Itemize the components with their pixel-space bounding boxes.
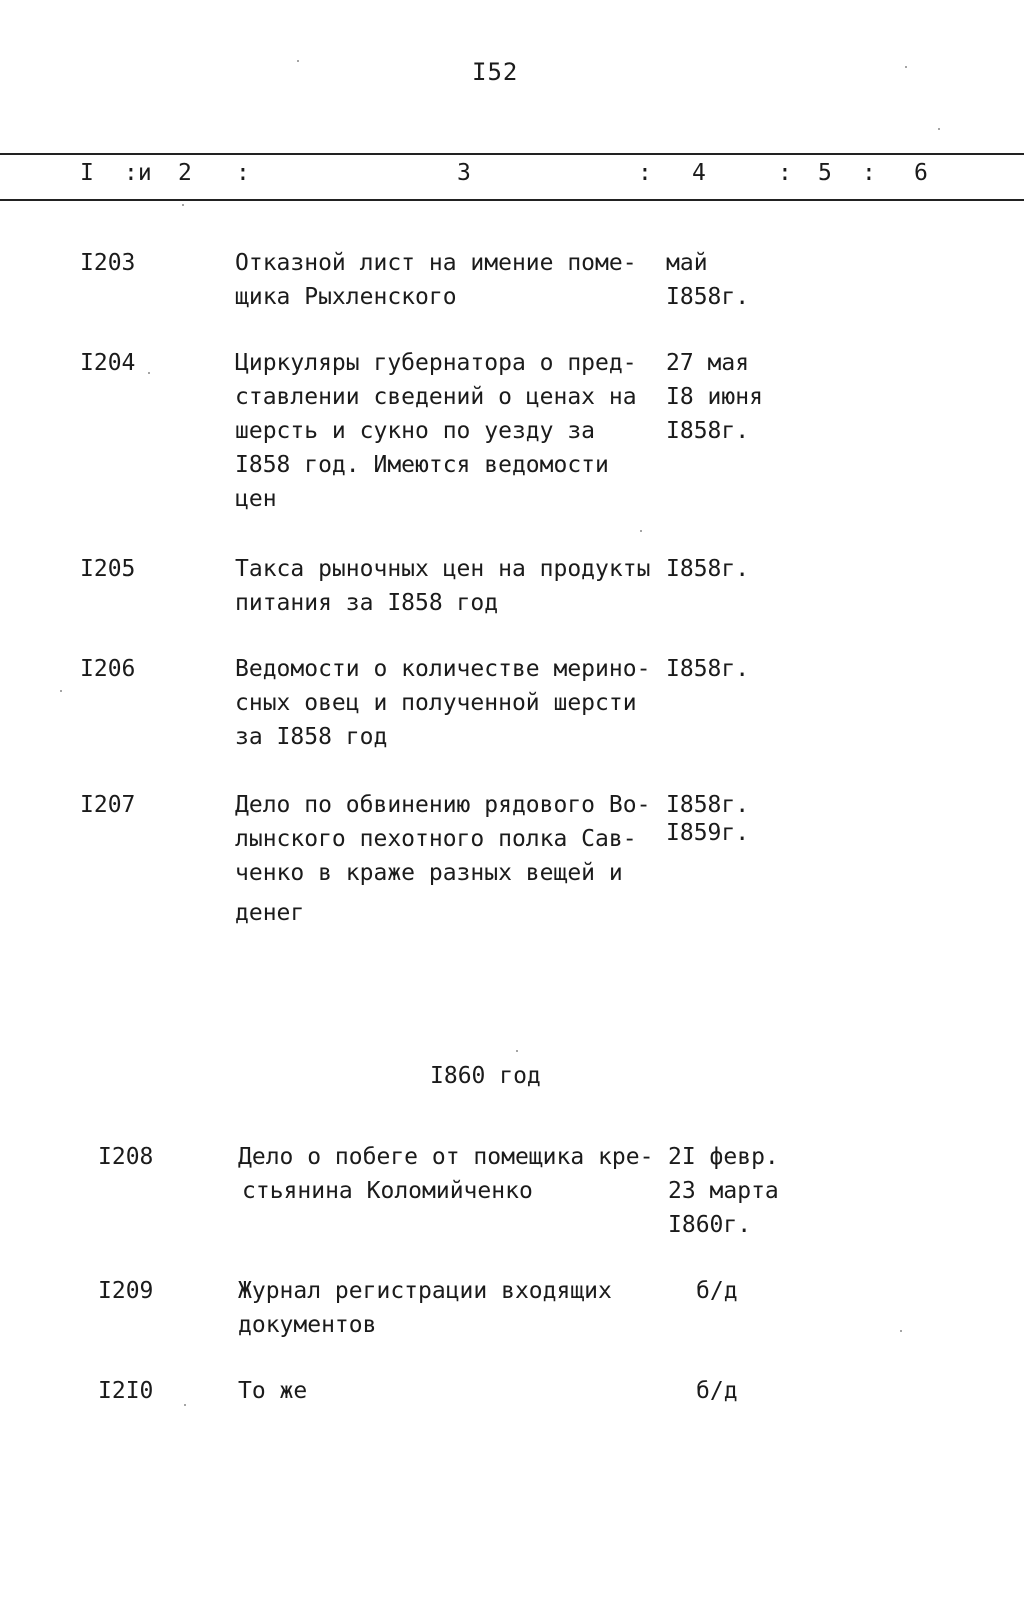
entry-title-line: Дело о побеге от помещика кре-	[238, 1144, 654, 1170]
entry-title-line: стьянина Коломийченко	[242, 1178, 533, 1204]
column-header-5: 5	[818, 160, 832, 186]
entry-title-line: Циркуляры губернатора о пред-	[235, 350, 637, 376]
entry-title-line: денег	[235, 900, 305, 926]
entry-date-line: I860г.	[668, 1212, 752, 1238]
column-separator-4: :	[778, 160, 792, 186]
entry-title-line: сных овец и полученной шерсти	[235, 690, 637, 716]
entry-date-line: б/д	[696, 1378, 738, 1404]
entry-date-line: май	[666, 250, 708, 276]
entry-date-line: I858г.	[666, 418, 750, 444]
entry-title	[235, 346, 660, 516]
entry-number: I208	[98, 1144, 154, 1170]
scan-speck	[182, 204, 184, 206]
header-rule-top	[0, 153, 1024, 155]
scan-speck	[297, 60, 299, 62]
entry-title-line: Такса рыночных цен на продукты	[235, 556, 651, 582]
entry-title	[238, 1374, 663, 1408]
entry-date-line: I8 июня	[666, 384, 763, 410]
entry-title-line: шерсть и сукно по уезду за	[235, 418, 596, 444]
scan-speck	[184, 1404, 186, 1406]
scan-speck	[900, 1330, 902, 1332]
section-heading-year: I860 год	[430, 1063, 541, 1089]
column-header-3: 3	[457, 160, 471, 186]
entry-date-line: I858г.	[666, 792, 750, 818]
entry-title-line: Отказной лист на имение поме-	[235, 250, 637, 276]
page-number: I52	[472, 58, 519, 86]
entry-date-line: 23 марта	[668, 1178, 779, 1204]
entry-title	[235, 246, 660, 314]
column-header-4: 4	[692, 160, 706, 186]
entry-date-line: I858г.	[666, 556, 750, 582]
column-separator-3: :	[638, 160, 652, 186]
entry-number: I204	[80, 350, 136, 376]
entry-date-line: I859г.	[666, 820, 750, 846]
scan-speck	[938, 128, 940, 130]
column-header-1: I	[80, 160, 94, 186]
column-separator-1: :и	[124, 160, 152, 186]
column-separator-5: :	[862, 160, 876, 186]
entry-date	[666, 346, 796, 448]
scan-speck	[516, 1050, 518, 1052]
header-rule-bottom	[0, 199, 1024, 201]
entry-title-line: То же	[238, 1378, 308, 1404]
column-separator-2: :	[236, 160, 250, 186]
entry-title-line: за I858 год	[235, 724, 388, 750]
entry-title-line: ченко в краже разных вещей и	[235, 860, 623, 886]
entry-title-line: цен	[235, 486, 277, 512]
entry-date-line: 2I февр.	[668, 1144, 779, 1170]
entry-title-line: Журнал регистрации входящих	[238, 1278, 612, 1304]
entry-date	[666, 788, 796, 850]
entry-date-line: I858г.	[666, 656, 750, 682]
entry-title-line: Ведомости о количестве мерино-	[235, 656, 651, 682]
column-header-6: 6	[914, 160, 928, 186]
entry-title-line: питания за I858 год	[235, 590, 499, 616]
entry-title-line: I858 год. Имеются ведомости	[235, 452, 609, 478]
entry-title	[235, 552, 660, 620]
entry-title	[238, 1274, 663, 1342]
scan-speck	[640, 530, 642, 532]
entry-title-line: щика Рыхленского	[235, 284, 457, 310]
entry-title	[238, 1140, 663, 1208]
entry-title-line: ставлении сведений о ценах на	[235, 384, 637, 410]
entry-date	[668, 1140, 798, 1242]
entry-number: I209	[98, 1278, 154, 1304]
scan-speck	[60, 690, 62, 692]
entry-number: I2I0	[98, 1378, 154, 1404]
entry-date	[666, 552, 796, 586]
entry-number: I203	[80, 250, 136, 276]
entry-date-line: б/д	[696, 1278, 738, 1304]
scan-speck	[905, 66, 907, 68]
entry-date	[696, 1374, 826, 1408]
column-header-2: 2	[178, 160, 192, 186]
entry-number: I207	[80, 792, 136, 818]
entry-date-line: 27 мая	[666, 350, 750, 376]
entry-date-line: I858г.	[666, 284, 750, 310]
entry-date	[696, 1274, 826, 1308]
entry-title-line: Дело по обвинению рядового Во-	[235, 792, 651, 818]
entry-date	[666, 246, 796, 314]
entry-title	[235, 652, 660, 754]
scan-speck	[148, 372, 150, 374]
entry-title	[235, 788, 660, 930]
entry-title-line: лынского пехотного полка Сав-	[235, 826, 637, 852]
entry-number: I206	[80, 656, 136, 682]
entry-title-line: документов	[238, 1312, 377, 1338]
entry-number: I205	[80, 556, 136, 582]
entry-date	[666, 652, 796, 686]
